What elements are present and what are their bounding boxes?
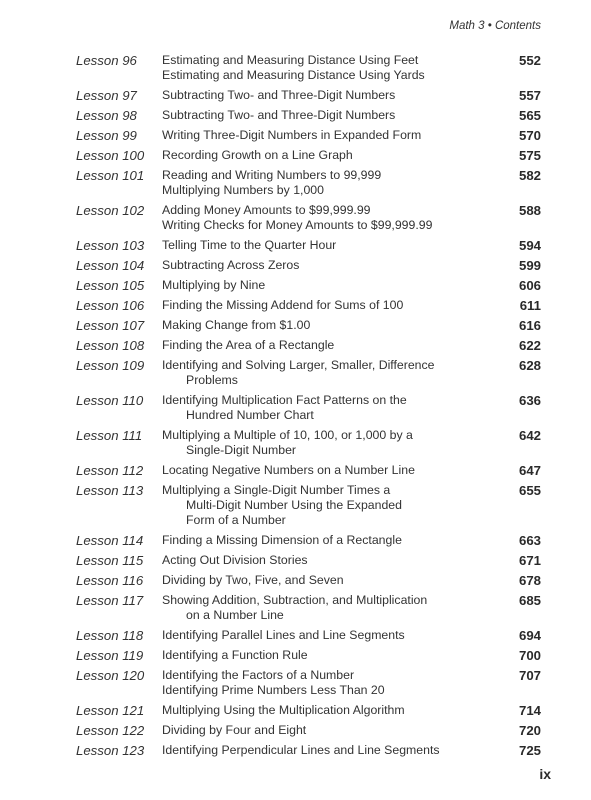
toc-entry: [76, 428, 541, 458]
lesson-title: [162, 533, 483, 548]
lesson-page-number: 642: [518, 428, 541, 443]
toc-entry: [76, 128, 541, 143]
lesson-title-line: Multi-Digit Number Using the Expanded: [186, 498, 402, 512]
toc-entry: [76, 743, 541, 758]
lesson-title: [162, 593, 483, 623]
lesson-title-line: Dividing by Two, Five, and Seven: [162, 573, 344, 587]
lesson-title: [162, 258, 483, 273]
lesson-title-line: Finding the Area of a Rectangle: [162, 338, 335, 352]
lesson-label: Lesson 97: [76, 88, 137, 103]
lesson-title-line: Subtracting Two- and Three-Digit Numbers: [162, 88, 396, 102]
lesson-page-number: 616: [518, 318, 541, 333]
toc-entry: [76, 533, 541, 548]
lesson-title-line: Problems: [186, 373, 238, 387]
lesson-title-line: Multiplying a Multiple of 10, 100, or 1,000 by a: [162, 428, 413, 442]
lesson-page-number: 714: [518, 703, 541, 718]
lesson-title: [162, 53, 483, 83]
toc-entry: [76, 723, 541, 738]
toc-entry: [76, 483, 541, 528]
lesson-page-number: 647: [518, 463, 541, 478]
lesson-title: [162, 88, 483, 103]
lesson-title: [162, 668, 483, 698]
toc-entry: [76, 203, 541, 233]
toc-entry: [76, 88, 541, 103]
toc-entry: [76, 463, 541, 478]
lesson-title: [162, 278, 483, 293]
lesson-title: [162, 553, 483, 568]
toc-entry: [76, 148, 541, 163]
lesson-title: [162, 298, 483, 313]
lesson-label: Lesson 112: [76, 463, 144, 478]
lesson-label: Lesson 106: [76, 298, 145, 313]
lesson-title-line: Estimating and Measuring Distance Using Yards: [162, 68, 425, 82]
lesson-title: [162, 318, 483, 333]
toc-entry: [76, 238, 541, 253]
lesson-title: [162, 483, 483, 528]
toc-entry: [76, 393, 541, 423]
lesson-page-number: 725: [518, 743, 541, 758]
lesson-page-number: 565: [518, 108, 541, 123]
lesson-label: Lesson 96: [76, 53, 137, 68]
lesson-title-line: Identifying Multiplication Fact Patterns on the: [162, 393, 407, 407]
lesson-title: [162, 238, 483, 253]
lesson-title: [162, 628, 483, 643]
lesson-title-line: Subtracting Two- and Three-Digit Numbers: [162, 108, 396, 122]
lesson-title-line: Multiplying a Single-Digit Number Times a: [162, 483, 391, 497]
lesson-title-line: Finding a Missing Dimension of a Rectangle: [162, 533, 402, 547]
table-of-contents: [76, 53, 541, 763]
lesson-title-line: Recording Growth on a Line Graph: [162, 148, 353, 162]
lesson-title-line: Reading and Writing Numbers to 99,999: [162, 168, 382, 182]
lesson-label: Lesson 119: [76, 648, 144, 663]
lesson-title-line: Multiplying by Nine: [162, 278, 266, 292]
lesson-title-line: Identifying Parallel Lines and Line Segments: [162, 628, 405, 642]
lesson-title-line: Estimating and Measuring Distance Using Feet: [162, 53, 419, 67]
lesson-title-line: Telling Time to the Quarter Hour: [162, 238, 337, 252]
lesson-label: Lesson 100: [76, 148, 145, 163]
toc-entry: [76, 258, 541, 273]
lesson-title-line: Identifying and Solving Larger, Smaller, Difference: [162, 358, 435, 372]
lesson-title: [162, 338, 483, 353]
lesson-title: [162, 203, 483, 233]
lesson-page-number: 552: [518, 53, 541, 68]
lesson-label: Lesson 110: [76, 393, 144, 408]
lesson-page-number: 655: [518, 483, 541, 498]
lesson-title: [162, 428, 483, 458]
lesson-title-line: Multiplying Using the Multiplication Algorithm: [162, 703, 405, 717]
lesson-title-line: Writing Three-Digit Numbers in Expanded Form: [162, 128, 422, 142]
lesson-title-line: on a Number Line: [186, 608, 284, 622]
lesson-title-line: Identifying Prime Numbers Less Than 20: [162, 683, 385, 697]
toc-entry: [76, 593, 541, 623]
toc-entry: [76, 278, 541, 293]
lesson-page-number: 707: [518, 668, 541, 683]
lesson-title: [162, 148, 483, 163]
lesson-title: [162, 723, 483, 738]
toc-entry: [76, 648, 541, 663]
toc-entry: [76, 53, 541, 83]
lesson-title: [162, 573, 483, 588]
lesson-title-line: Showing Addition, Subtraction, and Multiplication: [162, 593, 428, 607]
toc-entry: [76, 703, 541, 718]
lesson-page-number: 663: [518, 533, 541, 548]
lesson-label: Lesson 115: [76, 553, 144, 568]
lesson-title-line: Identifying Perpendicular Lines and Line Segments: [162, 743, 440, 757]
lesson-label: Lesson 109: [76, 358, 145, 373]
lesson-title: [162, 703, 483, 718]
lesson-page-number: 611: [519, 298, 541, 313]
lesson-title: [162, 743, 483, 758]
lesson-page-number: 599: [518, 258, 541, 273]
lesson-page-number: 694: [518, 628, 541, 643]
lesson-title-line: Identifying the Factors of a Number: [162, 668, 355, 682]
running-header: Math 3 • Contents: [449, 20, 541, 32]
lesson-label: Lesson 98: [76, 108, 137, 123]
lesson-label: Lesson 120: [76, 668, 145, 683]
lesson-title: [162, 463, 483, 478]
lesson-page-number: 582: [518, 168, 541, 183]
lesson-page-number: 557: [518, 88, 541, 103]
lesson-title: [162, 358, 483, 388]
lesson-label: Lesson 121: [76, 703, 145, 718]
lesson-label: Lesson 113: [76, 483, 144, 498]
lesson-title-line: Form of a Number: [186, 513, 286, 527]
toc-entry: [76, 358, 541, 388]
lesson-page-number: 636: [518, 393, 541, 408]
lesson-title-line: Making Change from $1.00: [162, 318, 311, 332]
lesson-label: Lesson 114: [76, 533, 144, 548]
toc-entry: [76, 573, 541, 588]
lesson-title-line: Writing Checks for Money Amounts to $99,999.99: [162, 218, 433, 232]
lesson-title-line: Finding the Missing Addend for Sums of 100: [162, 298, 404, 312]
lesson-title: [162, 393, 483, 423]
lesson-label: Lesson 122: [76, 723, 145, 738]
lesson-label: Lesson 123: [76, 743, 145, 758]
lesson-label: Lesson 116: [76, 573, 144, 588]
lesson-label: Lesson 117: [76, 593, 144, 608]
lesson-title: [162, 108, 483, 123]
lesson-page-number: 594: [518, 238, 541, 253]
lesson-title-line: Multiplying Numbers by 1,000: [162, 183, 324, 197]
lesson-label: Lesson 99: [76, 128, 137, 143]
lesson-title-line: Locating Negative Numbers on a Number Line: [162, 463, 415, 477]
lesson-title-line: Acting Out Division Stories: [162, 553, 308, 567]
lesson-title: [162, 648, 483, 663]
lesson-title-line: Identifying a Function Rule: [162, 648, 308, 662]
toc-entry: [76, 318, 541, 333]
lesson-page-number: 700: [518, 648, 541, 663]
lesson-page-number: 570: [518, 128, 541, 143]
page-number: ix: [539, 766, 551, 782]
lesson-page-number: 606: [518, 278, 541, 293]
lesson-title-line: Adding Money Amounts to $99,999.99: [162, 203, 371, 217]
toc-entry: [76, 668, 541, 698]
toc-entry: [76, 168, 541, 198]
toc-entry: [76, 108, 541, 123]
lesson-title: [162, 168, 483, 198]
lesson-label: Lesson 101: [76, 168, 145, 183]
lesson-title-line: Single-Digit Number: [186, 443, 297, 457]
lesson-title-line: Dividing by Four and Eight: [162, 723, 307, 737]
lesson-label: Lesson 107: [76, 318, 145, 333]
lesson-label: Lesson 104: [76, 258, 145, 273]
lesson-title-line: Subtracting Across Zeros: [162, 258, 300, 272]
lesson-page-number: 588: [518, 203, 541, 218]
lesson-page-number: 685: [518, 593, 541, 608]
toc-entry: [76, 338, 541, 353]
lesson-label: Lesson 105: [76, 278, 145, 293]
lesson-page-number: 671: [518, 553, 541, 568]
lesson-page-number: 720: [518, 723, 541, 738]
toc-entry: [76, 298, 541, 313]
lesson-page-number: 678: [518, 573, 541, 588]
lesson-label: Lesson 102: [76, 203, 145, 218]
lesson-label: Lesson 103: [76, 238, 145, 253]
lesson-title: [162, 128, 483, 143]
lesson-page-number: 622: [518, 338, 541, 353]
lesson-label: Lesson 118: [76, 628, 144, 643]
lesson-page-number: 628: [518, 358, 541, 373]
lesson-title-line: Hundred Number Chart: [186, 408, 314, 422]
lesson-page-number: 575: [518, 148, 541, 163]
toc-entry: [76, 628, 541, 643]
toc-entry: [76, 553, 541, 568]
lesson-label: Lesson 108: [76, 338, 145, 353]
lesson-label: Lesson 111: [76, 428, 143, 443]
